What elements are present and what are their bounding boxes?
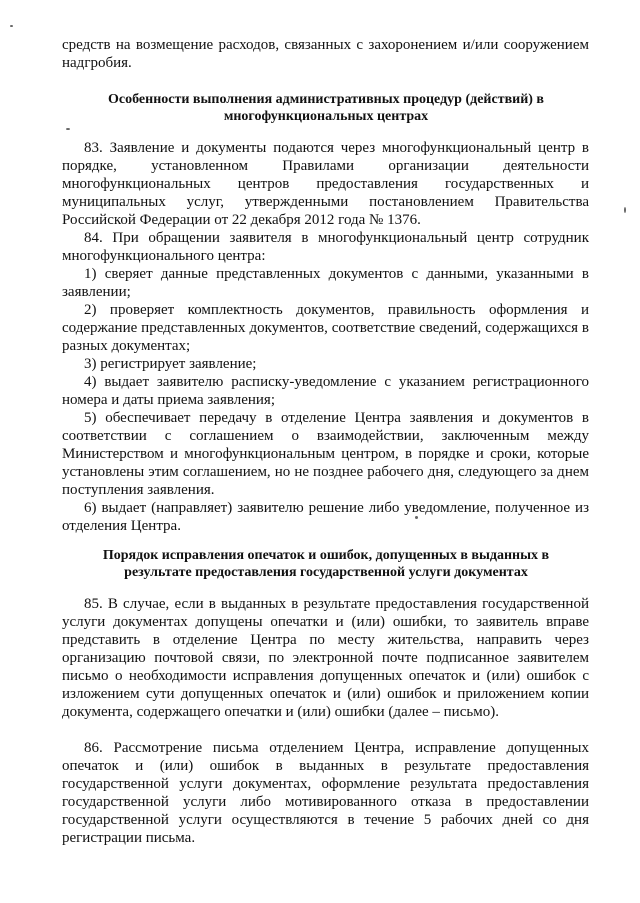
section-heading-mfc: Особенности выполнения административных процедур (действий) в многофункциональных центрах — [108, 92, 544, 124]
paragraph-86: 86. Рассмотрение письма отделением Центра, исправление допущенных опечаток и (или) ошибок в выданных в результате предоставления государственной услуги документах, оформление результата предоставления государственной услуги либо мотивированного отказа в предоставлении государственной услуги осуществляются в течение 5 рабочих дней со дня регистрации письма. — [62, 740, 589, 846]
list-item-84-6: 6) выдает (направляет) заявителю решение либо уведомление, полученное из отделения Центра. — [62, 500, 589, 534]
scan-speck — [415, 516, 418, 519]
scan-speck — [10, 25, 13, 27]
list-item-84-5: 5) обеспечивает передачу в отделение Центра заявления и документов в соответствии с соглашением о взаимодействии, заключенным между Министерством и многофункциональным центром, в порядке и сроки, которые установлены этим соглашением, но не позднее рабочего дня, следующего за днем поступления заявления. — [62, 410, 589, 498]
list-item-84-4: 4) выдает заявителю расписку-уведомление с указанием регистрационного номера и даты приема заявления; — [62, 374, 589, 408]
list-item-84-1: 1) сверяет данные представленных документов с данными, указанными в заявлении; — [62, 266, 589, 300]
list-item-84-2: 2) проверяет комплектность документов, правильность оформления и содержание представленных документов, соответствие сведений, содержащихся в разных документах; — [62, 302, 589, 354]
section-heading-corrections: Порядок исправления опечаток и ошибок, допущенных в выданных в результате предоставления государственной услуги документах — [102, 548, 550, 580]
paragraph-84: 84. При обращении заявителя в многофункциональный центр сотрудник многофункционального центра: — [62, 230, 589, 264]
intro-paragraph: средств на возмещение расходов, связанных с захоронением и/или сооружением надгробия. — [62, 37, 589, 71]
scan-speck — [624, 207, 626, 213]
list-item-84-3: 3) регистрирует заявление; — [84, 356, 257, 372]
paragraph-85: 85. В случае, если в выданных в результате предоставления государственной услуги документах допущены опечатки и (или) ошибки, то заявитель вправе представить в отделение Центра по месту жительства, направить через организацию почтовой связи, по электронной почте подписанное заявителем письмо о необходимости исправления допущенных опечаток и (или) ошибок с изложением сути допущенных опечаток и (или) ошибок и приложением копии документа, содержащего опечатки и (или) ошибки (далее – письмо). — [62, 596, 589, 720]
paragraph-83: 83. Заявление и документы подаются через многофункциональный центр в порядке, установленном Правилами организации деятельности многофункциональных центров предоставления государственных и муниципальных услуг, утвержденными постановлением Правительства Российской Федерации от 22 декабря 2012 года № 1376. — [62, 140, 589, 228]
scan-speck — [66, 128, 70, 130]
